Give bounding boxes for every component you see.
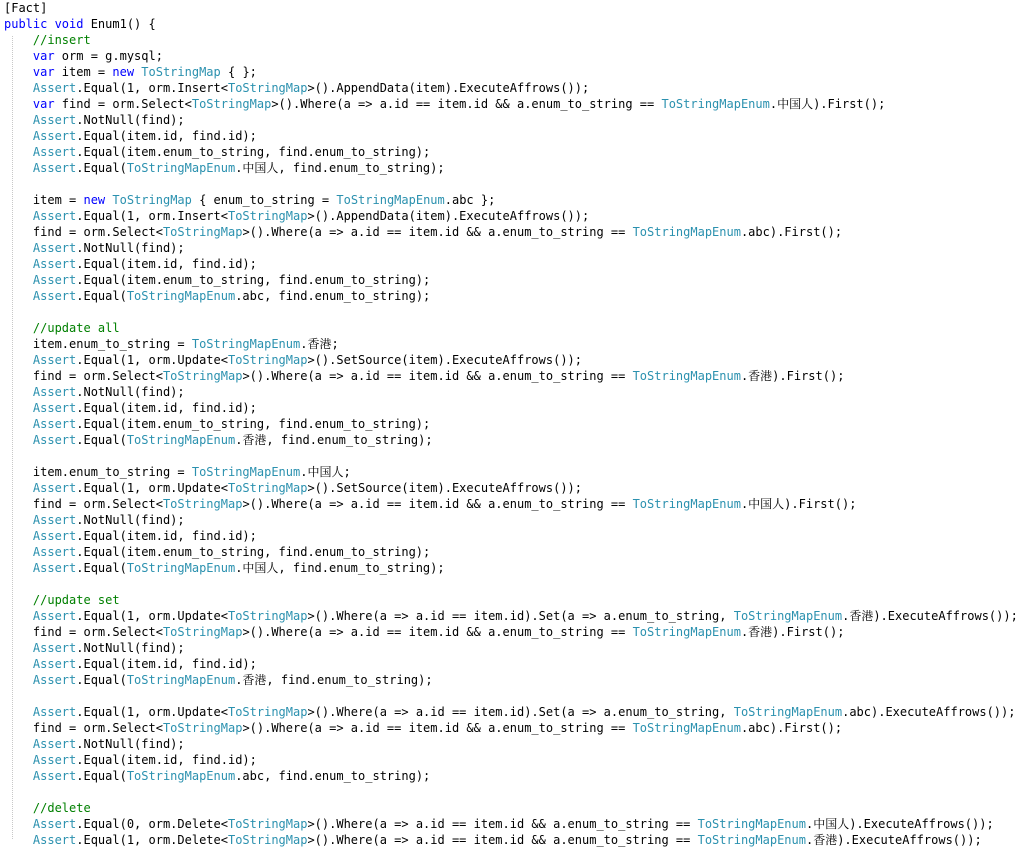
code-line — [0, 96, 1000, 112]
code-type: Assert — [4, 241, 77, 255]
code-text: .Equal(item.enum_to_string, find.enum_to_string); — [76, 417, 431, 431]
code-type: Assert — [4, 81, 77, 95]
code-keyword: public void — [4, 17, 91, 31]
code-text: .Equal(item.enum_to_string, find.enum_to_string); — [76, 145, 431, 159]
code-line — [0, 592, 1000, 608]
code-type: Assert — [4, 145, 77, 159]
code-text: .Equal( — [76, 161, 127, 175]
code-type: Assert — [4, 545, 77, 559]
code-text: .Equal(1, orm.Update< — [76, 609, 228, 623]
code-line — [0, 496, 1000, 512]
code-line — [0, 400, 1000, 416]
code-type: ToStringMapEnum — [632, 625, 741, 639]
code-text: .NotNull(find); — [76, 113, 185, 127]
code-line — [0, 288, 1000, 304]
code-type: Assert — [4, 481, 77, 495]
code-text: .中国人; — [300, 465, 351, 479]
code-text: .中国人).First(); — [769, 97, 886, 111]
code-text: >().AppendData(item).ExecuteAffrows()); — [307, 81, 590, 95]
code-line — [0, 112, 1000, 128]
code-line — [0, 688, 1000, 704]
code-line — [0, 304, 1000, 320]
code-line — [0, 368, 1000, 384]
code-type: Assert — [4, 737, 77, 751]
code-line — [0, 432, 1000, 448]
code-line — [0, 704, 1016, 720]
code-line — [0, 480, 1000, 496]
code-text: find = orm.Select< — [61, 97, 192, 111]
code-text: .中国人).ExecuteAffrows()); — [805, 817, 994, 831]
code-text: orm = g.mysql; — [61, 49, 163, 63]
code-text: .abc).First(); — [740, 225, 843, 239]
code-line — [0, 448, 1000, 464]
code-line — [0, 720, 1000, 736]
code-line — [0, 512, 1000, 528]
code-type: ToStringMapEnum — [632, 497, 741, 511]
code-type: Assert — [4, 289, 77, 303]
code-text: find = orm.Select< — [4, 369, 163, 383]
code-type: Assert — [4, 529, 77, 543]
code-text: .Equal(item.id, find.id); — [76, 657, 257, 671]
code-type: ToStringMapEnum — [632, 721, 741, 735]
code-type: Assert — [4, 209, 77, 223]
code-text: Enum1() { — [90, 17, 156, 31]
code-line — [0, 528, 1000, 544]
code-text: .NotNull(find); — [76, 385, 185, 399]
code-type: Assert — [4, 817, 77, 831]
code-text: .NotNull(find); — [76, 513, 185, 527]
code-text: >().Where(a => a.id == item.id && a.enum_to_string == — [242, 225, 633, 239]
code-line — [0, 672, 1000, 688]
code-comment: //insert — [4, 33, 91, 47]
code-text: >().AppendData(item).ExecuteAffrows()); — [307, 209, 590, 223]
code-line — [0, 240, 1000, 256]
code-line — [0, 608, 1018, 624]
code-line — [0, 640, 1000, 656]
code-type: Assert — [4, 129, 77, 143]
code-text: .Equal(item.id, find.id); — [76, 257, 257, 271]
code-text: .香港).First(); — [740, 625, 845, 639]
code-type: ToStringMapEnum — [697, 817, 806, 831]
code-line — [0, 176, 1000, 192]
code-text: .Equal(item.id, find.id); — [76, 129, 257, 143]
code-text: >().Where(a => a.id == item.id && a.enum_to_string == — [307, 833, 698, 847]
code-type: Assert — [4, 657, 77, 671]
code-text: >().Where(a => a.id == item.id && a.enum_to_string == — [242, 497, 633, 511]
code-text: find = orm.Select< — [4, 497, 163, 511]
code-type: Assert — [4, 673, 77, 687]
code-type: ToStringMap — [162, 497, 243, 511]
code-text: >().Where(a => a.id == item.id && a.enum_to_string == — [242, 721, 633, 735]
code-type: Assert — [4, 353, 77, 367]
code-type: Assert — [4, 753, 77, 767]
code-line — [0, 256, 1000, 272]
code-text: item.enum_to_string = — [4, 337, 192, 351]
code-text: .Equal( — [76, 673, 127, 687]
code-text: .NotNull(find); — [76, 241, 185, 255]
code-line — [0, 48, 1000, 64]
code-type: Assert — [4, 401, 77, 415]
code-text: >().Where(a => a.id == item.id).Set(a => a.enum_to_string, — [307, 609, 734, 623]
code-text: .Equal(1, orm.Update< — [76, 353, 228, 367]
code-type: ToStringMapEnum — [733, 609, 843, 623]
code-line — [0, 576, 1000, 592]
code-type: Assert — [4, 609, 77, 623]
code-text: { }; — [220, 65, 257, 79]
code-text: item = — [4, 193, 84, 207]
code-type: ToStringMap — [141, 65, 221, 79]
code-text: .Equal(1, orm.Update< — [76, 705, 228, 719]
code-type: ToStringMap — [227, 353, 308, 367]
code-line — [0, 784, 1000, 800]
code-line — [0, 656, 1000, 672]
code-type: Assert — [4, 113, 77, 127]
code-type: ToStringMapEnum — [126, 673, 236, 687]
code-type: ToStringMap — [162, 369, 243, 383]
code-keyword: var — [4, 97, 62, 111]
code-type: ToStringMap — [227, 81, 308, 95]
code-text: .abc, find.enum_to_string); — [235, 289, 431, 303]
code-type: ToStringMap — [227, 833, 308, 847]
code-line — [0, 160, 1000, 176]
code-line — [0, 320, 1000, 336]
code-text: .中国人).First(); — [740, 497, 857, 511]
code-comment: //update all — [4, 321, 120, 335]
code-text: .Equal(item.enum_to_string, find.enum_to_string); — [76, 545, 431, 559]
code-text: .abc).ExecuteAffrows()); — [842, 705, 1016, 719]
code-text: >().Where(a => a.id == item.id && a.enum_to_string == — [271, 97, 662, 111]
code-text: .Equal(1, orm.Insert< — [76, 209, 228, 223]
code-keyword: new — [112, 65, 142, 79]
code-text: find = orm.Select< — [4, 721, 163, 735]
code-text: item.enum_to_string = — [4, 465, 192, 479]
code-type: Assert — [4, 641, 77, 655]
code-text: .Equal(1, orm.Insert< — [76, 81, 228, 95]
code-text: .Equal(item.id, find.id); — [76, 753, 257, 767]
code-line — [0, 816, 1000, 832]
code-type: ToStringMap — [227, 609, 308, 623]
code-text: .NotNull(find); — [76, 737, 185, 751]
code-text: .Equal(item.id, find.id); — [76, 529, 257, 543]
code-text: >().SetSource(item).ExecuteAffrows()); — [307, 481, 582, 495]
code-line — [0, 144, 1000, 160]
code-type: ToStringMap — [227, 481, 308, 495]
code-keyword: var — [4, 65, 62, 79]
code-type: Assert — [4, 705, 77, 719]
code-type: Assert — [4, 257, 77, 271]
code-text: .Equal( — [76, 433, 127, 447]
code-line — [0, 64, 1000, 80]
code-line — [0, 800, 1000, 816]
code-text: >().Where(a => a.id == item.id && a.enum_to_string == — [242, 369, 633, 383]
code-type: ToStringMapEnum — [126, 289, 236, 303]
code-type: Assert — [4, 513, 77, 527]
code-line — [0, 208, 1000, 224]
code-text: find = orm.Select< — [4, 225, 163, 239]
code-type: Assert — [4, 385, 77, 399]
code-line — [0, 736, 1000, 752]
code-line — [0, 32, 1000, 48]
code-text: item = — [61, 65, 113, 79]
code-type: ToStringMapEnum — [126, 161, 236, 175]
code-type: ToStringMap — [162, 225, 243, 239]
code-text: .香港).ExecuteAffrows()); — [842, 609, 1018, 623]
code-text: .Equal(1, orm.Update< — [76, 481, 228, 495]
code-type: ToStringMapEnum — [632, 369, 741, 383]
code-line — [0, 272, 1000, 288]
code-line — [0, 464, 1000, 480]
code-text: >().Where(a => a.id == item.id).Set(a => a.enum_to_string, — [307, 705, 734, 719]
code-keyword: new — [83, 193, 113, 207]
code-line — [0, 80, 1000, 96]
code-text: .Equal(0, orm.Delete< — [76, 817, 228, 831]
code-line — [0, 192, 1000, 208]
code-type: ToStringMapEnum — [632, 225, 741, 239]
code-type: ToStringMap — [227, 209, 308, 223]
code-line — [0, 384, 1000, 400]
code-comment: //update set — [4, 593, 120, 607]
code-text: .香港; — [300, 337, 339, 351]
code-line — [0, 16, 1000, 32]
code-line — [0, 416, 1000, 432]
code-keyword: var — [4, 49, 62, 63]
code-type: Assert — [4, 561, 77, 575]
code-text: find = orm.Select< — [4, 625, 163, 639]
code-type: Assert — [4, 769, 77, 783]
code-comment: //delete — [4, 801, 91, 815]
code-text: { enum_to_string = — [191, 193, 337, 207]
code-type: Assert — [4, 433, 77, 447]
code-text: .abc, find.enum_to_string); — [235, 769, 431, 783]
code-text: .Equal( — [76, 289, 127, 303]
code-line — [0, 0, 1000, 16]
code-type: ToStringMapEnum — [126, 433, 236, 447]
code-line — [0, 224, 1000, 240]
code-text: .Equal(1, orm.Delete< — [76, 833, 228, 847]
code-type: ToStringMap — [112, 193, 192, 207]
code-text: .中国人, find.enum_to_string); — [235, 161, 445, 175]
code-line — [0, 544, 1000, 560]
code-text: .Equal( — [76, 769, 127, 783]
code-type: ToStringMapEnum — [661, 97, 770, 111]
code-text: .Equal(item.enum_to_string, find.enum_to_string); — [76, 273, 431, 287]
code-type: ToStringMapEnum — [336, 193, 445, 207]
code-text: .香港).ExecuteAffrows()); — [805, 833, 982, 847]
code-line — [0, 560, 1000, 576]
code-text: >().Where(a => a.id == item.id && a.enum_to_string == — [242, 625, 633, 639]
code-text: .香港, find.enum_to_string); — [235, 673, 433, 687]
code-line — [0, 624, 1000, 640]
code-text: >().Where(a => a.id == item.id && a.enum_to_string == — [307, 817, 698, 831]
code-line — [0, 336, 1000, 352]
code-type: ToStringMap — [191, 97, 272, 111]
code-type: ToStringMapEnum — [126, 561, 236, 575]
code-text: [Fact] — [4, 1, 48, 15]
code-text: .NotNull(find); — [76, 641, 185, 655]
code-line — [0, 352, 1000, 368]
code-line — [0, 832, 1000, 848]
code-text: .中国人, find.enum_to_string); — [235, 561, 445, 575]
code-text: .abc }; — [444, 193, 496, 207]
code-line — [0, 768, 1000, 784]
code-text: .香港).First(); — [740, 369, 845, 383]
code-type: ToStringMapEnum — [191, 337, 301, 351]
code-type: ToStringMapEnum — [697, 833, 806, 847]
code-type: ToStringMap — [227, 705, 308, 719]
code-type: Assert — [4, 833, 77, 847]
code-type: ToStringMap — [162, 721, 243, 735]
code-type: ToStringMap — [227, 817, 308, 831]
code-type: ToStringMapEnum — [733, 705, 843, 719]
code-type: ToStringMapEnum — [191, 465, 301, 479]
code-type: Assert — [4, 417, 77, 431]
code-text: >().SetSource(item).ExecuteAffrows()); — [307, 353, 582, 367]
code-text: .Equal( — [76, 561, 127, 575]
code-text: .香港, find.enum_to_string); — [235, 433, 433, 447]
code-type: Assert — [4, 273, 77, 287]
code-type: ToStringMapEnum — [126, 769, 236, 783]
code-line — [0, 752, 1000, 768]
code-type: ToStringMap — [162, 625, 243, 639]
code-text: .abc).First(); — [740, 721, 843, 735]
code-line — [0, 128, 1000, 144]
code-type: Assert — [4, 161, 77, 175]
code-text: .Equal(item.id, find.id); — [76, 401, 257, 415]
